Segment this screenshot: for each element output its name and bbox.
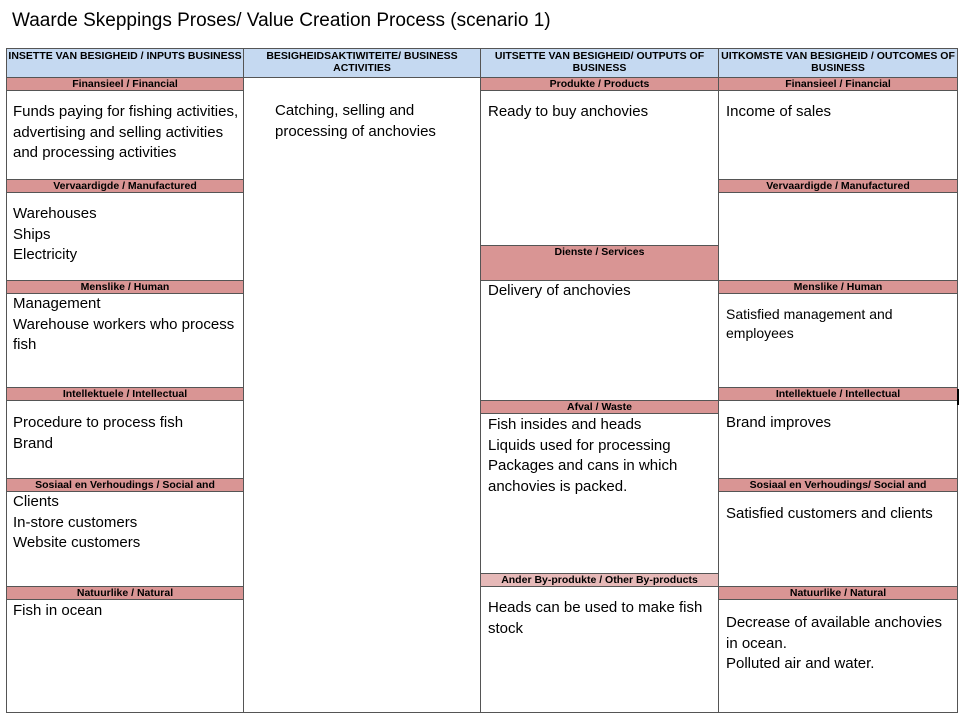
outcomes-human-text	[726, 305, 893, 343]
text-line: fish	[13, 336, 37, 353]
outcomes-intellectual-header	[718, 387, 958, 401]
outcomes-intellectual-label: Intellektuele / Intellectual	[775, 388, 901, 400]
text-line: Income of sales	[726, 103, 832, 120]
outcomes-human-label: Menslike / Human	[793, 281, 883, 293]
outcomes-financial-text	[726, 102, 831, 123]
inputs-financial-header	[6, 77, 244, 91]
outcomes-social-text	[726, 504, 933, 525]
inputs-social-label: Sosiaal en Verhoudings / Social and	[35, 479, 215, 491]
text-line: Ships	[13, 225, 51, 243]
text-line: employees	[726, 325, 794, 341]
outputs-waste-header	[480, 400, 719, 414]
text-line: anchovies is packed.	[488, 477, 628, 495]
outcomes-manufactured-header	[718, 179, 958, 193]
text-line: Management	[13, 295, 101, 312]
header-outcomes-label: UITKOMSTE VAN BESIGHEID / OUTCOMES OF BUSINESS	[721, 50, 955, 74]
text-line: Liquids used for processing	[488, 436, 671, 454]
outputs-services-text	[488, 281, 631, 302]
inputs-financial-label: Finansieel / Financial	[72, 78, 178, 90]
outcomes-financial-header	[718, 77, 958, 91]
text-line: Electricity	[13, 246, 78, 263]
inputs-natural-text	[13, 601, 102, 622]
outcomes-human-header	[718, 280, 958, 294]
text-line: and processing activities	[13, 144, 177, 161]
header-outcomes	[718, 48, 958, 78]
inputs-manufactured-header	[6, 179, 244, 193]
text-line: Warehouse workers who process	[13, 315, 235, 333]
outputs-byproducts-label: Ander By-produkte / Other By-products	[501, 574, 698, 586]
text-line: processing of anchovies	[275, 122, 436, 140]
inputs-human-label: Menslike / Human	[80, 281, 170, 293]
inputs-intellectual-text	[13, 413, 183, 454]
text-line: Heads can be used to make fish	[488, 599, 703, 616]
header-activities	[243, 48, 481, 78]
text-line: Warehouses	[13, 205, 97, 222]
inputs-natural-header	[6, 586, 244, 600]
outputs-waste-label: Afval / Waste	[567, 401, 632, 413]
text-line: in ocean.	[726, 634, 787, 652]
outputs-byproducts-header	[480, 573, 719, 587]
outcomes-financial-label: Finansieel / Financial	[785, 78, 891, 90]
inputs-intellectual-label: Intellektuele / Intellectual	[62, 388, 188, 400]
text-line: Satisfied customers and clients	[726, 505, 933, 522]
text-line: Catching, selling and	[275, 102, 415, 119]
outcomes-natural-label: Natuurlike / Natural	[789, 587, 887, 599]
text-line: Fish insides and heads	[488, 416, 642, 433]
text-line: Satisfied management and	[726, 306, 893, 322]
text-line: Procedure to process fish	[13, 414, 184, 431]
header-inputs	[6, 48, 244, 78]
outputs-services-label: Dienste / Services	[554, 246, 645, 258]
inputs-social-text	[13, 492, 140, 554]
text-line: Brand improves	[726, 414, 832, 431]
text-line: Polluted air and water.	[726, 655, 875, 672]
inputs-natural-label: Natuurlike / Natural	[76, 587, 174, 599]
text-line: In-store customers	[13, 513, 138, 531]
outcomes-natural-header	[718, 586, 958, 600]
page-title: Waarde Skeppings Proses/ Value Creation Process (scenario 1)	[12, 10, 551, 31]
text-line: Clients	[13, 493, 59, 510]
text-line: Ready to buy anchovies	[488, 103, 649, 120]
inputs-manufactured-label: Vervaardigde / Manufactured	[53, 180, 197, 192]
text-line: Delivery of anchovies	[488, 282, 631, 299]
text-line: Decrease of available anchovies	[726, 614, 942, 631]
edge-marker	[957, 389, 959, 405]
outputs-products-header	[480, 77, 719, 91]
activities-text	[275, 101, 436, 142]
outcomes-intellectual-cell	[718, 400, 958, 479]
text-line: Packages and cans in which	[488, 457, 678, 474]
outcomes-manufactured-cell	[718, 192, 958, 281]
inputs-human-header	[6, 280, 244, 294]
inputs-human-text	[13, 294, 234, 356]
text-line: advertising and selling activities	[13, 123, 224, 141]
outputs-products-text	[488, 102, 648, 123]
text-line: Website customers	[13, 534, 141, 551]
outcomes-social-header	[718, 478, 958, 492]
text-line: Brand	[13, 434, 54, 452]
outcomes-natural-text	[726, 613, 942, 675]
inputs-intellectual-header	[6, 387, 244, 401]
inputs-manufactured-text	[13, 204, 97, 266]
header-activities-label: BESIGHEIDSAKTIWITEITE/ BUSINESS ACTIVITIES	[266, 50, 458, 74]
header-outputs-label: UITSETTE VAN BESIGHEID/ OUTPUTS OF BUSINESS	[494, 50, 705, 74]
outcomes-social-label: Sosiaal en Verhoudings/ Social and	[749, 479, 927, 491]
inputs-social-header	[6, 478, 244, 492]
outputs-byproducts-text	[488, 598, 702, 639]
text-line: stock	[488, 619, 524, 637]
header-outputs	[480, 48, 719, 78]
activities-cell	[243, 77, 481, 713]
text-line: Funds paying for fishing activities,	[13, 103, 239, 120]
outputs-services-header	[480, 245, 719, 281]
outputs-products-label: Produkte / Products	[549, 78, 650, 90]
inputs-financial-text	[13, 102, 238, 164]
outcomes-manufactured-label: Vervaardigde / Manufactured	[766, 180, 910, 192]
outputs-waste-text	[488, 415, 677, 497]
outcomes-intellectual-text	[726, 413, 831, 434]
text-line: Fish in ocean	[13, 602, 103, 619]
header-inputs-label: INSETTE VAN BESIGHEID / INPUTS BUSINESS	[8, 50, 242, 62]
